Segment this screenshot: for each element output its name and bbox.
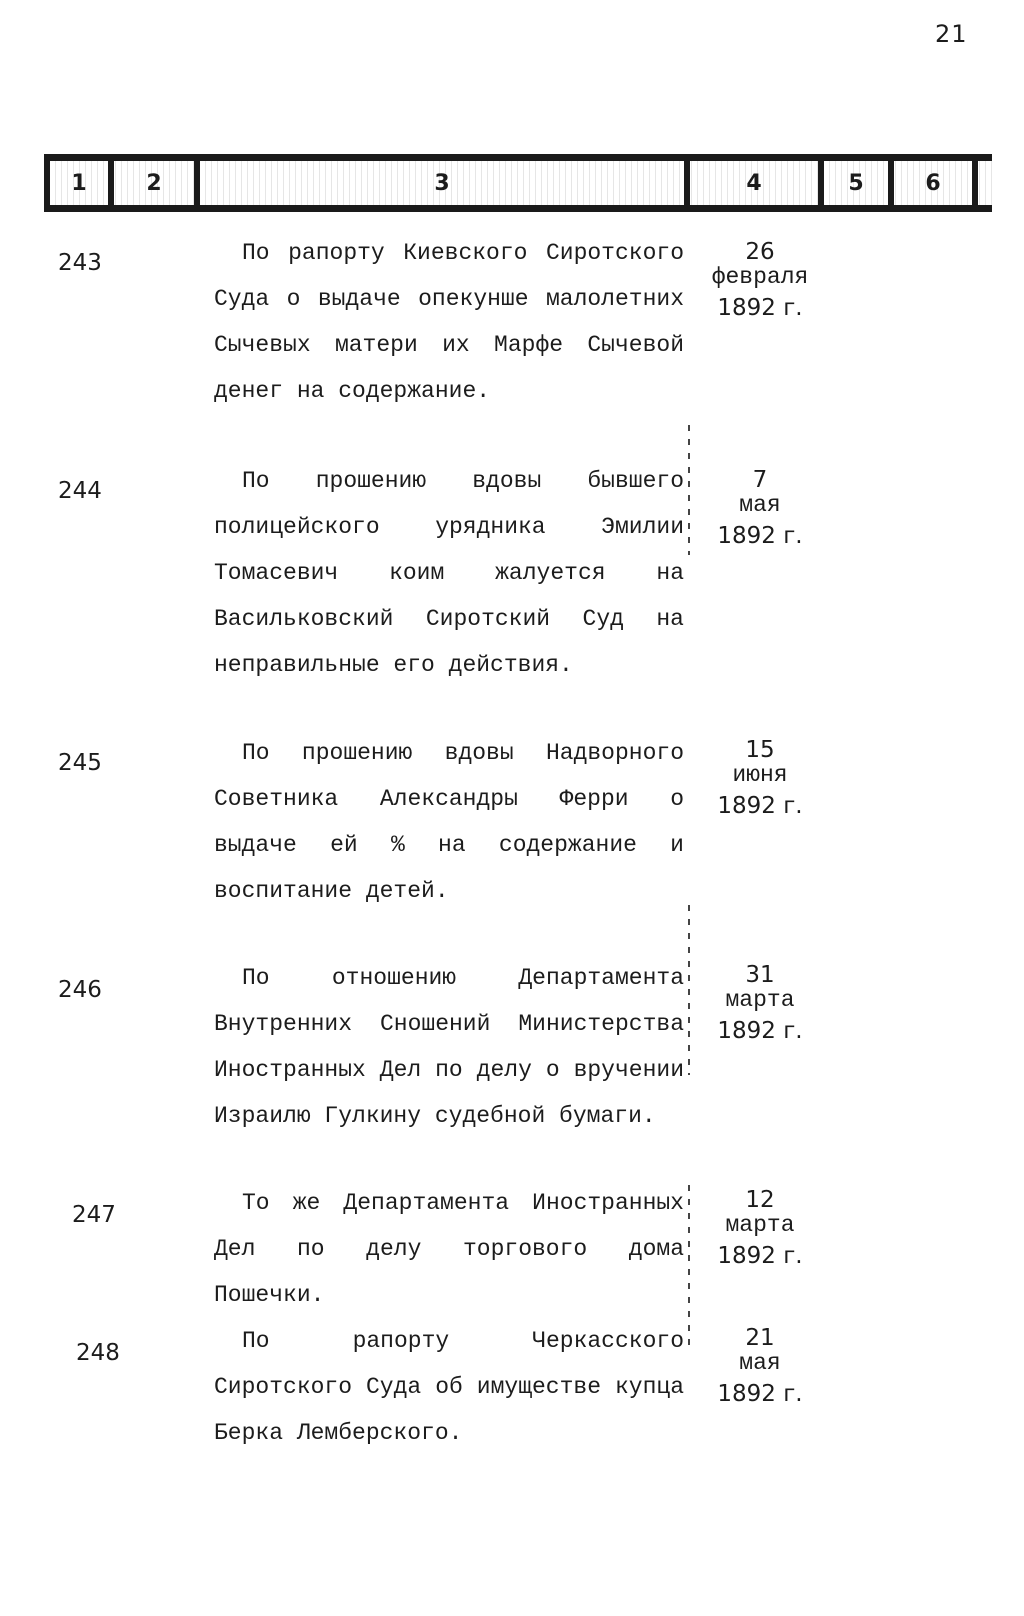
date-month: мая — [739, 492, 781, 518]
entry-date — [690, 738, 830, 819]
date-year: 1892 г. — [717, 1381, 803, 1407]
date-day: 26 — [745, 239, 775, 265]
column-header-5: 5 — [824, 161, 894, 205]
date-day: 7 — [752, 467, 768, 493]
date-month: марта — [725, 987, 795, 1013]
date-day: 12 — [745, 1187, 775, 1213]
entry-text: По прошению вдовы бывшего полицейского урядника Эмилии Томасевич коим жалуется на Васильковский Сиротский Суд на неправильные его действия. — [214, 468, 684, 678]
entry-date — [690, 963, 830, 1044]
column-header-6: 6 — [894, 161, 978, 205]
column-header-3: 3 — [200, 161, 690, 205]
date-month: июня — [732, 762, 788, 788]
column-header-bar — [44, 154, 992, 212]
entry-number: 243 — [58, 250, 102, 276]
entry-number: 246 — [58, 977, 102, 1003]
entry-number: 244 — [58, 478, 102, 504]
entry-number: 248 — [76, 1340, 120, 1366]
entry-number: 247 — [72, 1202, 116, 1228]
entry-number: 245 — [58, 750, 102, 776]
date-month: мая — [739, 1350, 781, 1376]
date-month: марта — [725, 1212, 795, 1238]
date-month: февраля — [711, 264, 809, 290]
entry-date — [690, 468, 830, 549]
date-year: 1892 г. — [717, 793, 803, 819]
date-year: 1892 г. — [717, 295, 803, 321]
entry-text: По отношению Департамента Внутренних Сношений Министерства Иностранных Дел по делу о вручении Израилю Гулкину судебной бумаги. — [214, 965, 684, 1129]
column-header-4: 4 — [690, 161, 824, 205]
column-header-2: 2 — [114, 161, 200, 205]
date-day: 15 — [745, 737, 775, 763]
entry-text: По прошению вдовы Надворного Советника Александры Ферри о выдаче ей % на содержание и воспитание детей. — [214, 740, 684, 904]
entry-date — [690, 1188, 830, 1269]
entry-date — [690, 240, 830, 321]
page-number: 21 — [935, 20, 968, 48]
date-year: 1892 г. — [717, 1243, 803, 1269]
date-day: 21 — [745, 1325, 775, 1351]
entry-text: То же Департамента Иностранных Дел по делу торгового дома Пошечки. — [214, 1190, 684, 1308]
entry-date — [690, 1326, 830, 1407]
entry-text: По рапорту Киевского Сиротского Суда о выдаче опекунше малолетних Сычевых матери их Марфе Сычевой денег на содержание. — [214, 240, 684, 404]
column-header-1: 1 — [44, 161, 114, 205]
date-day: 31 — [745, 962, 775, 988]
entry-text: По рапорту Черкасского Сиротского Суда об имуществе купца Берка Лемберского. — [214, 1328, 684, 1446]
date-year: 1892 г. — [717, 523, 803, 549]
date-year: 1892 г. — [717, 1018, 803, 1044]
